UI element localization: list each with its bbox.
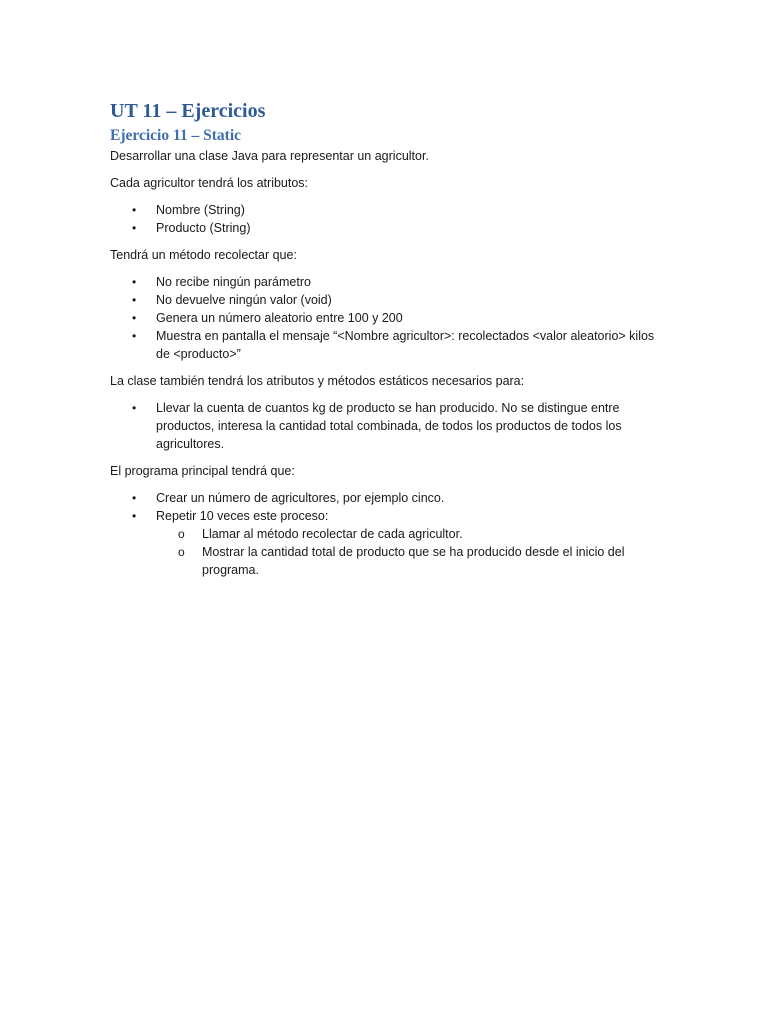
bullet-icon: • (132, 491, 137, 505)
list-item: • Genera un número aleatorio entre 100 y 200 (132, 311, 403, 325)
list-item: • Crear un número de agricultores, por ejemplo cinco. (132, 491, 445, 505)
document-page (110, 98, 670, 588)
list-item: • No devuelve ningún valor (void) (132, 293, 332, 307)
bullet-icon: • (132, 203, 137, 217)
circle-bullet-icon: o (178, 527, 185, 541)
sub-list-item: o Mostrar la cantidad total de producto que se ha producido desde el inicio del programa. (178, 545, 625, 577)
attributes-list (110, 201, 670, 237)
bullet-icon: • (132, 329, 137, 343)
sub-points-list (156, 525, 670, 579)
main-program-list (110, 489, 670, 579)
list-item: • No recibe ningún parámetro (132, 275, 311, 289)
bullet-icon: • (132, 275, 137, 289)
method-heading: Tendrá un método recolectar que: (110, 248, 297, 262)
circle-bullet-icon: o (178, 545, 185, 559)
list-item: • Muestra en pantalla el mensaje “<Nombre agricultor>: recolectados <valor aleatorio> kilos de <producto>” (132, 329, 655, 361)
method-points-list (110, 273, 670, 363)
intro-paragraph: Desarrollar una clase Java para representar un agricultor. (110, 149, 429, 163)
list-item: • Nombre (String) (132, 203, 245, 217)
static-heading: La clase también tendrá los atributos y métodos estáticos necesarios para: (110, 374, 525, 388)
bullet-icon: • (132, 401, 137, 415)
document-title: UT 11 – Ejercicios (110, 100, 266, 122)
list-item: • Producto (String) (132, 221, 251, 235)
list-item: • Llevar la cuenta de cuantos kg de producto se han producido. No se distingue entre productos, interesa la cantidad total combinada, de todos los productos de todos los agricultores. (132, 401, 622, 451)
sub-list-item: o Llamar al método recolectar de cada agricultor. (178, 527, 463, 541)
bullet-icon: • (132, 293, 137, 307)
bullet-icon: • (132, 311, 137, 325)
attributes-heading: Cada agricultor tendrá los atributos: (110, 176, 309, 190)
bullet-icon: • (132, 221, 137, 235)
main-program-heading: El programa principal tendrá que: (110, 464, 295, 478)
bullet-icon: • (132, 509, 137, 523)
static-points-list (110, 399, 670, 453)
exercise-subtitle: Ejercicio 11 – Static (110, 127, 242, 144)
list-item: • Repetir 10 veces este proceso: o Llamar al método recolectar de cada agricultor. o Mostrar la cantidad total de producto que se ha producido desde el inicio del programa. (110, 507, 670, 579)
